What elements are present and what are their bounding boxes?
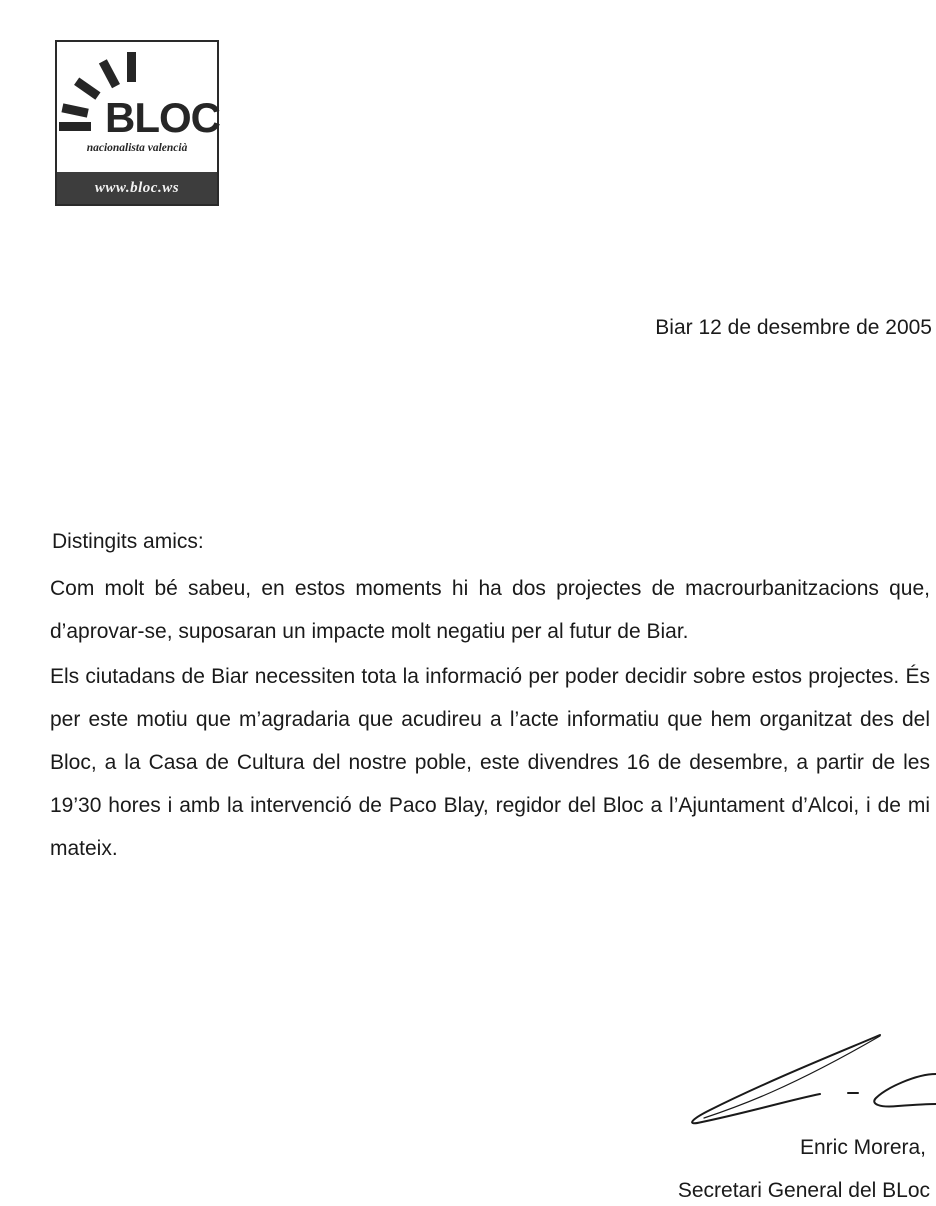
letter-paragraph: Els ciutadans de Biar necessiten tota la informació per poder decidir sobre estos projectes. És per este motiu que m’agradaria que acudireu a l’acte informatiu que hem organitzat des del Bloc, a la Casa de Cultura del nostre poble, este divendres 16 de desembre, a partir de les 19’30 hores i amb la intervenció de Paco Blay, regidor del Bloc a l’Ajuntament d’Alcoi, i de mi mateix. [50,665,930,860]
signer-name: Enric Morera, [799,1136,926,1159]
letter-greeting: Distingits amics: [52,530,204,553]
letter-date: Biar 12 de desembre de 2005 [655,316,932,339]
logo-wordmark: BLOC [105,94,220,141]
handwritten-signature [680,1030,936,1130]
logo-subtitle: nacionalista valencià [86,142,188,154]
letter-paragraph: Com molt bé sabeu, en estos moments hi ha dos projectes de macrourbanitzacions que, d’aprovar-se, suposaran un impacte molt negatiu per al futur de Biar. [50,577,930,643]
signer-title: Secretari General del BLoc [677,1179,930,1202]
letter-body [50,567,930,872]
bloc-logo [55,40,219,206]
logo-url: www.bloc.ws [57,172,217,204]
